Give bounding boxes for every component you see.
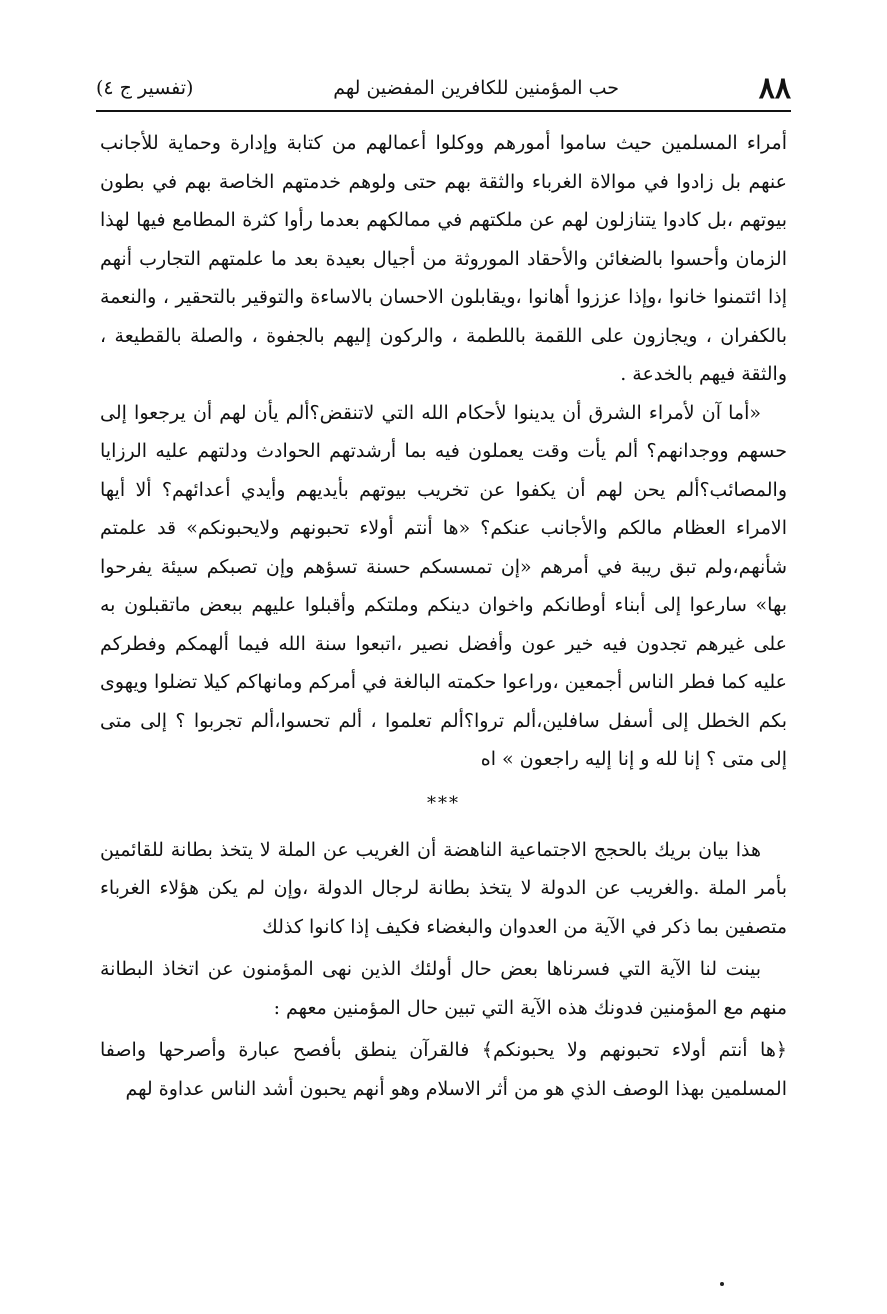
paragraph-2-quote: «أما آن لأمراء الشرق أن يدينوا لأحكام الله التي لاتنقض؟ألم يأن لهم أن يرجعوا إلى حسهم ووجدانهم؟ ألم يأت وقت يعملون فيه بما أرشدتهم الحوادث ودلتهم عليه الرزايا والمصائب؟ألم يحن لهم أن يكفوا عن تخريب بيوتهم بأيديهم وأيدي أعدائهم؟ ألا أيها الامراء العظام مالكم والأجانب عنكم؟ «ها أنتم أولاء تحبونهم ولايحبونكم» قد علمتم شأنهم،ولم تبق ريبة في أمرهم «إن تمسسكم حسنة تسؤهم وإن تصبكم سيئة يفرحوا بها» سارعوا إلى أبناء أوطانكم واخوان دينكم وملتكم وأقبلوا عليهم ببعض ماتقبلون به على غيرهم تجدون فيه خير عون وأفضل نصير ،اتبعوا سنة الله فيما ألهمكم وفطركم عليه كما فطر الناس أجمعين ،وراعوا حكمته البالغة في أمركم ومانهاكم كيلا تضلوا ويهوى بكم الخطل إلى أسفل سافلين،ألم تروا؟ألم تعلموا ، ألم تحسوا،ألم تجربوا ؟ إلى متى إلى متى ؟ إنا لله و إنا إليه راجعون » اه <box>100 401 787 770</box>
page-number: ٨٨ <box>758 70 791 106</box>
paragraph-1: أمراء المسلمين حيث ساموا أمورهم ووكلوا أعمالهم من كتابة وإدارة وحماية للأجانب عنهم بل زادوا في موالاة الغرباء والثقة بهم حتى ولوهم خدمتهم الخاصة بهم في بطون بيوتهم ،بل كادوا يتنازلون لهم عن ملكتهم في ممالكهم بعدما رأوا كثرة المطامع فيها لهذا الزمان وأحسوا بالضغائن والأحقاد الموروثة من أجيال بعيدة بعد ما علمتهم التجارب أنهم إذا ائتمنوا خانوا ،وإذا عززوا أهانوا ،ويقابلون الاحسان بالاساءة والتوقير بالتحقير ، والنعمة بالكفران ، ويجازون على اللقمة باللطمة ، والركون إليهم بالجفوة ، والصلة بالقطيعة ، والثقة فيهم بالخدعة . <box>100 132 787 385</box>
page-mark <box>720 1282 724 1286</box>
paragraph-5-verse: ﴿ها أنتم أولاء تحبونهم ولا يحبونكم﴾ فالقرآن ينطق بأفصح عبارة وأصرحها واصفا المسلمين بهذا الوصف الذي هو من أثر الاسلام وهو أنهم يحبون أشد الناس عداوة لهم <box>100 1039 787 1100</box>
paragraph-3: هذا بيان بريك بالحجج الاجتماعية الناهضة أن الغريب عن الملة لا يتخذ بطانة للقائمين بأمر الملة .والغريب عن الدولة لا يتخذ بطانة لرجال الدولة ،وإن لم يكن هؤلاء الغرباء متصفين بما ذكر في الآية من العدوان والبغضاء فكيف إذا كانوا كذلك <box>100 838 787 938</box>
section-reference: (تفسير ج ٤) <box>96 77 194 99</box>
running-title: حب المؤمنين للكافرين المفضين لهم <box>333 77 619 99</box>
header-rule <box>96 110 791 112</box>
page-body <box>100 124 787 1108</box>
section-divider: *** <box>427 792 460 814</box>
page-header <box>96 68 791 108</box>
paragraph-4: بينت لنا الآية التي فسرناها بعض حال أولئك الذين نهى المؤمنون عن اتخاذ البطانة منهم مع المؤمنين فدونك هذه الآية التي تبين حال المؤمنين معهم : <box>100 958 787 1019</box>
